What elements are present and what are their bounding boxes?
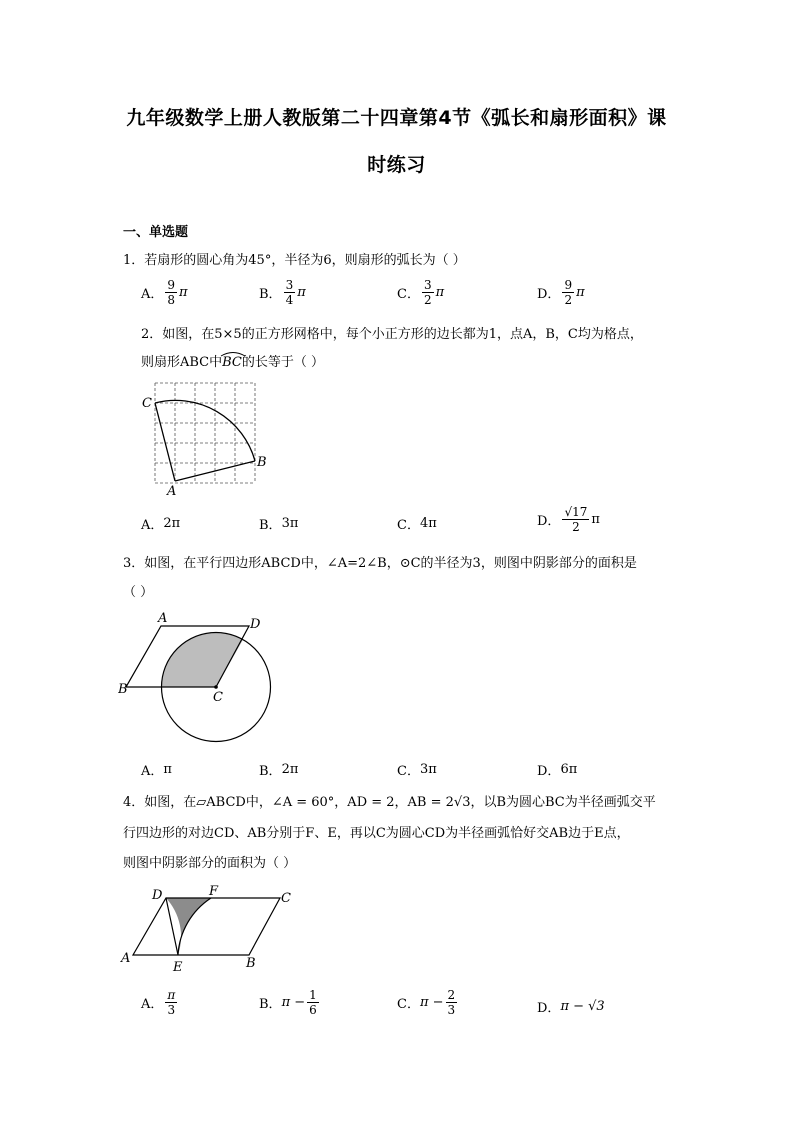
q1-option-b[interactable]: B． $\frac{3}{4}$ π [259,278,306,307]
label-d: D [152,888,163,903]
option-fraction: $\frac{3}{4}$ [285,278,294,307]
q3-option-c[interactable]: C． 3π [397,762,437,779]
label-b: B [246,956,256,971]
option-fraction: $\frac{1}{6}$ [309,988,317,1017]
question-3-line-2: （ ） [123,585,154,600]
label-b: B [257,455,267,470]
question-4-line-1: 4．如图，在▱ABCD中，∠A = 60°，AD = 2，AB = 2√3，以B为圆心BC为半径画弧交平 [123,795,656,810]
page-title-line-1: 九年级数学上册人教版第二十四章第4节《弧长和扇形面积》课 [126,107,667,129]
q4-option-a[interactable]: A． $\frac{\pi}{3}$ [141,988,176,1017]
q4-option-c[interactable]: C． π − $\frac{2}{3}$ [397,988,456,1017]
option-label: D． [537,287,561,302]
q4-option-b[interactable]: B． π − $\frac{1}{6}$ [259,988,317,1017]
option-fraction: $\frac{3}{2}$ [423,278,432,307]
option-label: B． [259,287,282,302]
arc-mark-icon [220,351,246,357]
shaded-region [166,898,211,955]
label-c: C [281,891,291,906]
label-f: F [209,884,219,899]
q2-option-b[interactable]: B． 3π [259,516,299,533]
q2-option-c[interactable]: C． 4π [397,516,437,533]
q1-option-d[interactable]: D． $\frac{9}{2}$ π [537,278,585,307]
question-1-text: 1．若扇形的圆心角为45°，半径为6，则扇形的弧长为（ ） [123,253,466,268]
q3-figure-parallelogram-circle [118,610,283,750]
question-2-line-1: 2．如图，在5×5的正方形网格中，每个小正方形的边长都为1，点A，B，C均为格点， [141,327,643,342]
q3-option-a[interactable]: A． π [141,762,172,779]
dashed-grid [155,383,255,483]
label-a: A [121,951,131,966]
label-d: D [250,617,261,632]
q2-figure-grid-sector [140,378,275,500]
option-fraction: $\frac{9}{2}$ [564,278,573,307]
question-4-line-3: 则图中阴影部分的面积为（ ） [123,856,297,871]
label-a: A [167,484,177,499]
question-4-line-2: 行四边形的对边CD、AB分别于F、E，再以C为圆心CD为半径画弧恰好交AB边于E点， [123,826,630,841]
question-3-line-1: 3．如图，在平行四边形ABCD中，∠A=2∠B，⊙C的半径为3，则图中阴影部分的面积是 [123,556,637,571]
label-b: B [118,682,128,697]
label-e: E [173,960,183,975]
option-fraction: $\frac{2}{3}$ [447,988,456,1017]
q2-option-a[interactable]: A． 2π [141,516,181,533]
q4-option-d[interactable]: D． π − √3 [537,999,605,1016]
parallelogram-abcd [133,898,280,955]
sector-outline [155,400,255,481]
section-heading: 一、单选题 [123,225,189,240]
option-label: C． [397,287,420,302]
label-a: A [158,611,168,626]
q1-option-a[interactable]: A． $\frac{9}{8}$ π [141,278,188,307]
q4-figure-parallelogram-arcs [118,882,303,977]
center-point [214,685,218,689]
q3-option-b[interactable]: B． 2π [259,762,299,779]
label-c: C [213,690,223,705]
option-label: A． [141,287,164,302]
q2-option-d[interactable]: D． $\frac{√17}{2}$ π [537,505,600,534]
question-2-line-2: 则扇形ABC中 BC的长等于（ ） [141,351,324,370]
option-fraction: $\frac{√17}{2}$ [564,505,588,534]
q3-option-d[interactable]: D． 6π [537,762,578,779]
arc-bc-label: BC [222,352,242,370]
option-fraction: $\frac{\pi}{3}$ [167,988,176,1017]
option-fraction: $\frac{9}{8}$ [167,278,176,307]
page-title-line-2: 时练习 [367,154,426,176]
q1-option-c[interactable]: C． $\frac{3}{2}$ π [397,278,445,307]
label-c: C [142,396,152,411]
